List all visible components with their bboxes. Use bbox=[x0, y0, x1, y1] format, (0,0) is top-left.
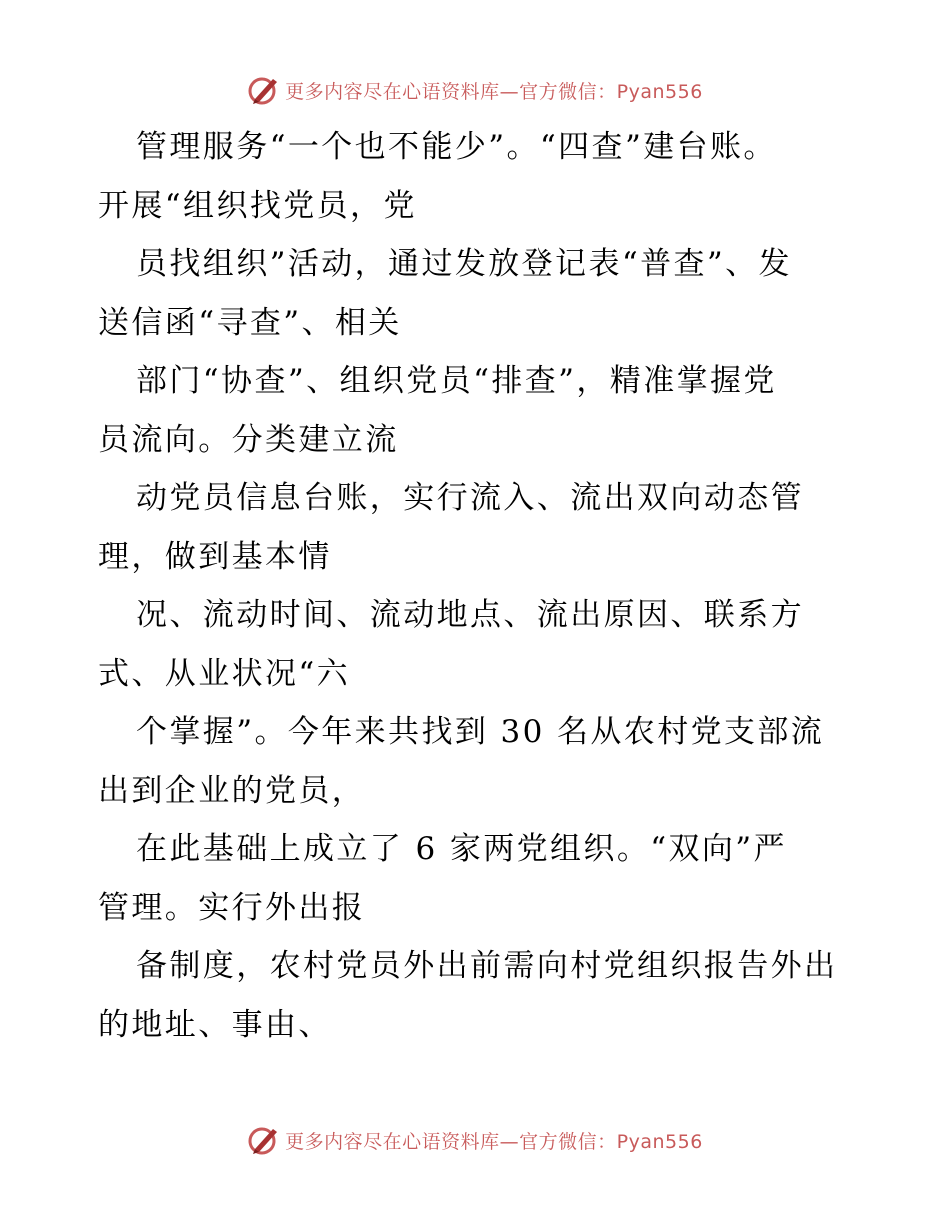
document-body bbox=[98, 118, 858, 1054]
text-line: 备制度，农村党员外出前需向村党组织报告外出 bbox=[136, 948, 838, 984]
header-watermark bbox=[0, 70, 950, 110]
text-line: 开展“组织找党员，党 bbox=[98, 187, 417, 224]
watermark-text: 更多内容尽在心语资料库—官方微信：Pyan556 bbox=[285, 80, 703, 103]
text-line: 式、从业状况“六 bbox=[98, 655, 351, 692]
text-line: 个掌握”。今年来共找到 30 名从农村党支部流 bbox=[136, 714, 825, 750]
text-line: 在此基础上成立了 6 家两党组织。“双向”严 bbox=[136, 831, 787, 867]
text-line: 管理。实行外出报 bbox=[98, 889, 366, 926]
text-line: 送信函“寻查”、相关 bbox=[98, 304, 402, 341]
pen-circle-logo-icon bbox=[247, 73, 281, 107]
pen-circle-logo-icon bbox=[247, 1123, 281, 1157]
text-line: 员找组织”活动，通过发放登记表“普查”、发 bbox=[136, 246, 792, 282]
text-line: 员流向。分类建立流 bbox=[98, 421, 399, 458]
text-line: 理，做到基本情 bbox=[98, 538, 332, 575]
text-line: 动党员信息台账，实行流入、流出双向动态管 bbox=[136, 480, 804, 516]
text-line: 部门“协查”、组织党员“排查”，精准掌握党 bbox=[136, 363, 777, 399]
watermark-text: 更多内容尽在心语资料库—官方微信：Pyan556 bbox=[285, 1130, 703, 1153]
text-line: 出到企业的党员， bbox=[98, 772, 366, 809]
text-line: 的地址、事由、 bbox=[98, 1006, 332, 1043]
footer-watermark bbox=[0, 1120, 950, 1160]
text-line: 管理服务“一个也不能少”。“四查”建台账。 bbox=[136, 129, 777, 165]
text-line: 况、流动时间、流动地点、流出原因、联系方 bbox=[136, 597, 804, 633]
